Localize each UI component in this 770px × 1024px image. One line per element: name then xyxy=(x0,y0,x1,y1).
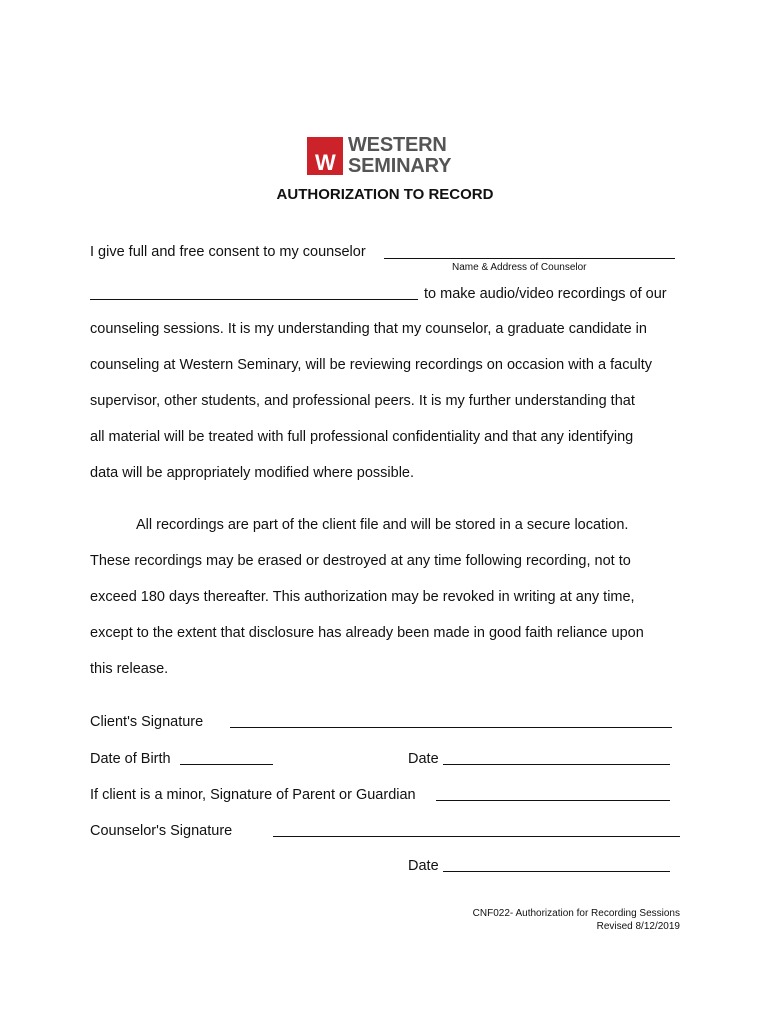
date-of-birth-label: Date of Birth xyxy=(90,751,171,767)
form-footer xyxy=(473,907,680,933)
date2-field[interactable] xyxy=(443,871,670,872)
counselor-signature-label: Counselor's Signature xyxy=(90,823,233,839)
parent-guardian-signature-field[interactable] xyxy=(436,800,670,801)
consent-line2-tail: to make audio/video recordings of our xyxy=(424,286,667,302)
parent-guardian-signature-label: If client is a minor, Signature of Parent or Guardian xyxy=(90,787,416,803)
counselor-name-field[interactable] xyxy=(384,258,675,259)
client-signature-field[interactable] xyxy=(230,727,672,728)
form-id: CNF022- Authorization for Recording Sessions xyxy=(472,908,680,919)
western-seminary-logo-mark xyxy=(307,137,343,175)
date-label: Date xyxy=(408,751,439,767)
logo-line-2: SEMINARY xyxy=(348,155,452,177)
logo-line-1: WESTERN xyxy=(348,134,447,156)
counselor-signature-field[interactable] xyxy=(273,836,680,837)
date2-label: Date xyxy=(408,858,439,874)
paragraph1-line: counseling sessions. It is my understanding that my counselor, a graduate candidate in xyxy=(90,321,647,337)
counselor-address-field[interactable] xyxy=(90,299,418,300)
paragraph2-line: this release. xyxy=(90,661,169,677)
client-signature-label: Client's Signature xyxy=(90,714,204,730)
paragraph1-line: supervisor, other students, and professional peers. It is my further understanding that xyxy=(90,393,635,409)
consent-lead: I give full and free consent to my counselor xyxy=(90,244,366,260)
paragraph1-line: all material will be treated with full professional confidentiality and that any identifying xyxy=(90,429,634,445)
svg-text:W: W xyxy=(315,150,336,175)
counselor-name-caption: Name & Address of Counselor xyxy=(452,262,587,273)
revision-date: Revised 8/12/2019 xyxy=(596,921,680,932)
paragraph2-line: exceed 180 days thereafter. This authorization may be revoked in writing at any time, xyxy=(90,589,635,605)
page-title: AUTHORIZATION TO RECORD xyxy=(276,186,494,203)
date-field[interactable] xyxy=(443,764,670,765)
date-of-birth-field[interactable] xyxy=(180,764,273,765)
paragraph2-line: except to the extent that disclosure has already been made in good faith reliance upon xyxy=(90,625,644,641)
paragraph1-line: data will be appropriately modified where possible. xyxy=(90,465,415,481)
paragraph2-line: All recordings are part of the client file and will be stored in a secure location. xyxy=(136,517,629,533)
logo-wordmark xyxy=(348,135,451,177)
paragraph1-line: counseling at Western Seminary, will be reviewing recordings on occasion with a faculty xyxy=(90,357,653,373)
paragraph2-line: These recordings may be erased or destroyed at any time following recording, not to xyxy=(90,553,631,569)
